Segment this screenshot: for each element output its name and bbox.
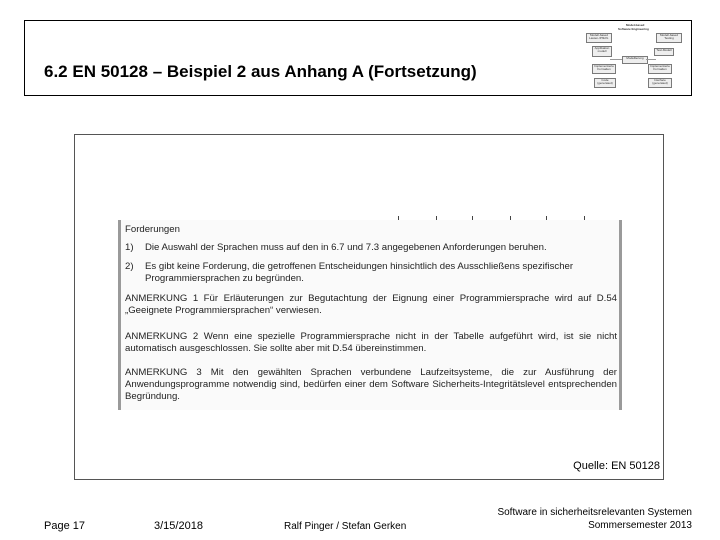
note-text: ANMERKUNG 1 Für Erläuterungen zur Begutachtung der Eignung einer Programmiersprache wird auf D.54: [125, 293, 617, 304]
note-text: ANMERKUNG 3 Mit den gewählten Sprachen verbundene Laufzeitsysteme, die zur Ausführung der: [125, 367, 617, 378]
slide-title: 6.2 EN 50128 – Beispiel 2 aus Anhang A (Fortsetzung): [44, 62, 477, 81]
footer-course-title: Software in sicherheitsrelevanten Systemen: [497, 507, 692, 518]
source-citation: Quelle: EN 50128: [573, 460, 660, 472]
thumb-node: Applikation modell: [592, 46, 612, 57]
requirement-number: 1): [125, 242, 134, 253]
requirement-text: Es gibt keine Forderung, die getroffenen Entscheidungen hinsichtlich des Ausschließens spezifischer: [145, 261, 574, 272]
footer-authors: Ralf Pinger / Stefan Gerken: [284, 521, 407, 532]
standard-excerpt: [118, 220, 622, 410]
note-text: „Geeignete Programmiersprachen“ verwiesen.: [125, 305, 322, 316]
thumb-node: Test-Modell: [654, 48, 674, 56]
thumb-node: Code (generated): [594, 78, 616, 88]
thumb-arrow: [646, 59, 656, 60]
process-diagram-thumbnail: [584, 24, 686, 92]
thumb-node: Modell-based Lasten-/Pflicht.: [586, 33, 612, 43]
requirement-number: 2): [125, 261, 134, 272]
footer-course: [497, 506, 692, 532]
footer-date: 3/15/2018: [154, 520, 203, 532]
thumb-top-label: Software Engineering: [618, 27, 649, 31]
thumb-node: Interface (generated): [648, 78, 672, 88]
thumb-node: Implementierte Formalien: [648, 64, 672, 74]
requirement-text: Programmiersprachen zu begründen.: [145, 273, 304, 284]
note-text: automatisch ausgeschlossen. Sie sollte aber mit D.54 übereinstimmen.: [125, 343, 427, 354]
thumb-top-label: Model-based: [626, 23, 645, 27]
note-text: Begründung.: [125, 391, 180, 402]
footer-page: Page 17: [44, 520, 85, 532]
note-text: Anwendungsprogramme notwendig sind, bedürfen einer dem Software Sicherheits-Integritätslevel entsprechenden: [125, 379, 617, 390]
thumb-node: Modellierung: [622, 56, 648, 64]
requirements-heading: Forderungen: [125, 224, 180, 235]
note-text: ANMERKUNG 2 Wenn eine spezielle Programmiersprache nicht in der Tabelle aufgeführt wird, ist sie nicht: [125, 331, 617, 342]
thumb-arrow: [610, 59, 622, 60]
thumb-node: Implementierte Formalien: [592, 64, 616, 74]
requirement-text: Die Auswahl der Sprachen muss auf den in 6.7 und 7.3 angegebenen Anforderungen beruhen.: [145, 242, 547, 253]
thumb-node: Modell-based Testing: [656, 33, 682, 43]
footer-semester: Sommersemester 2013: [588, 520, 692, 531]
